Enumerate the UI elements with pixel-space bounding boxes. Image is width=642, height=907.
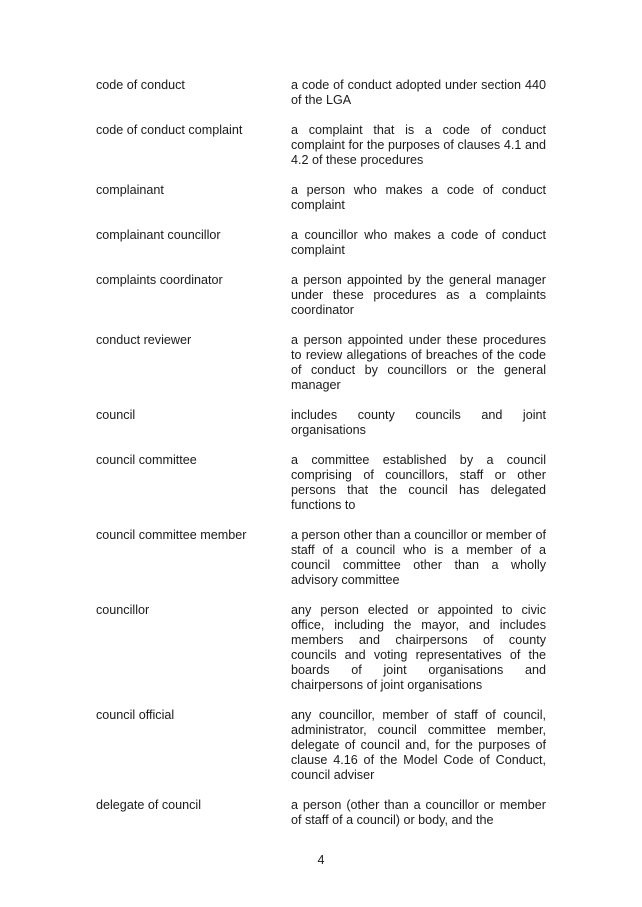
definitions-list xyxy=(96,78,546,828)
definition-text: any person elected or appointed to civic office, including the mayor, and includes members and chairpersons of county councils and voting representatives of the boards of joint organisations and chairpersons of joint organisations xyxy=(291,603,546,692)
definition-text: a committee established by a council comprising of councillors, staff or other persons that the council has delegated functions to xyxy=(291,453,546,512)
definition-term: code of conduct complaint xyxy=(96,123,243,137)
definition-row xyxy=(96,708,546,783)
definition-text: a person appointed by the general manager under these procedures as a complaints coordinator xyxy=(291,273,546,317)
definition-text: includes county councils and joint organisations xyxy=(291,408,546,437)
definition-text: a councillor who makes a code of conduct complaint xyxy=(291,228,546,257)
definition-text: a code of conduct adopted under section 440 of the LGA xyxy=(291,78,546,107)
definition-term: delegate of council xyxy=(96,798,202,812)
definition-text: a person (other than a councillor or member of staff of a council) or body, and the xyxy=(291,798,546,827)
definition-term: council committee xyxy=(96,453,197,467)
definition-row xyxy=(96,273,546,318)
definition-row xyxy=(96,528,546,588)
definition-row xyxy=(96,123,546,168)
definition-row xyxy=(96,183,546,213)
definition-text: a complaint that is a code of conduct complaint for the purposes of clauses 4.1 and 4.2 of these procedures xyxy=(291,123,546,167)
definition-row xyxy=(96,78,546,108)
definition-row xyxy=(96,453,546,513)
definition-text: a person who makes a code of conduct complaint xyxy=(291,183,546,212)
definition-term: council xyxy=(96,408,136,422)
definition-term: conduct reviewer xyxy=(96,333,192,347)
definition-row xyxy=(96,798,546,828)
definition-term: complaints coordinator xyxy=(96,273,223,287)
definition-term: council committee member xyxy=(96,528,247,542)
definition-text: any councillor, member of staff of council, administrator, council committee member, delegate of council and, for the purposes of clause 4.16 of the Model Code of Conduct, council adviser xyxy=(291,708,546,782)
definition-term: council official xyxy=(96,708,175,722)
definition-term: councillor xyxy=(96,603,150,617)
definition-term: complainant xyxy=(96,183,164,197)
definition-row xyxy=(96,408,546,438)
definition-row xyxy=(96,228,546,258)
definition-row xyxy=(96,333,546,393)
definition-term: code of conduct xyxy=(96,78,185,92)
page-number: 4 xyxy=(317,853,325,867)
definition-row xyxy=(96,603,546,693)
definition-text: a person other than a councillor or member of staff of a council who is a member of a council committee other than a wholly advisory committee xyxy=(291,528,546,587)
definition-text: a person appointed under these procedures to review allegations of breaches of the code of conduct by councillors or the general manager xyxy=(291,333,546,392)
definition-term: complainant councillor xyxy=(96,228,221,242)
